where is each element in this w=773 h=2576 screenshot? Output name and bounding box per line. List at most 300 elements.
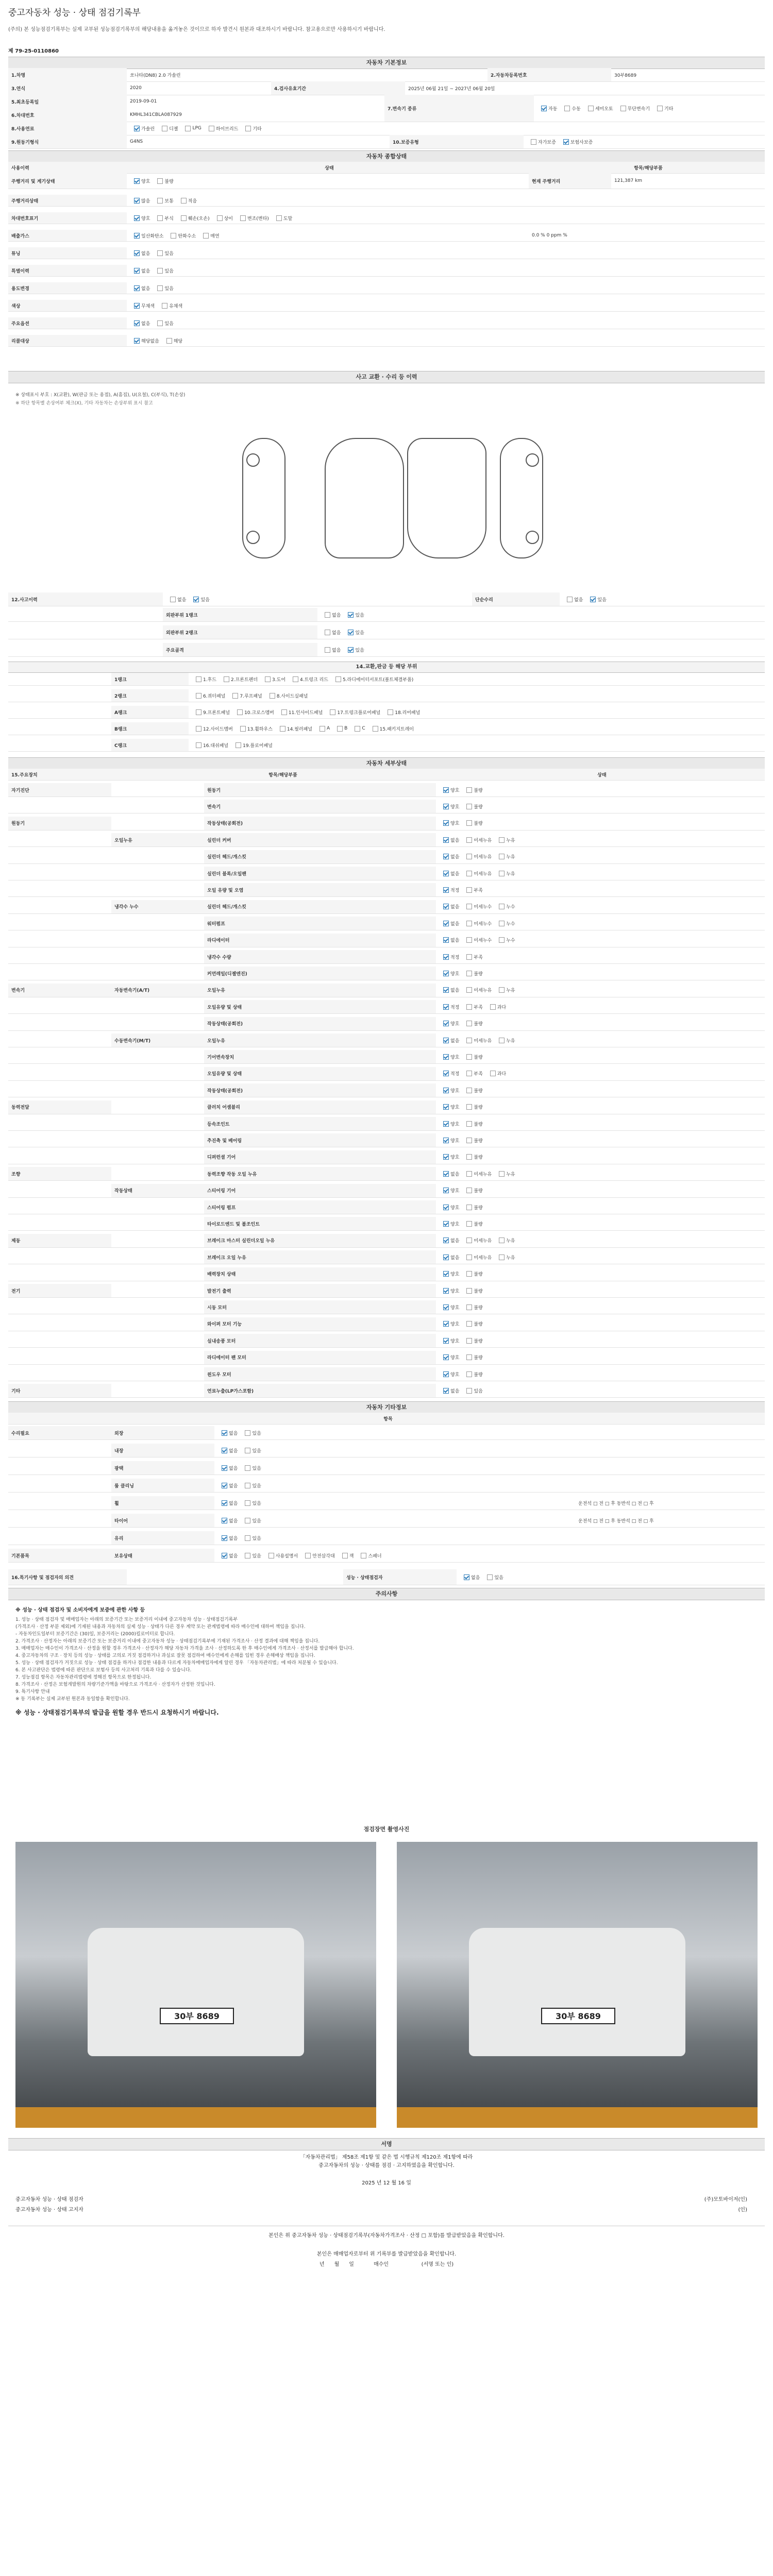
checkbox-icon[interactable] [490,1071,496,1076]
checkbox-checked-icon[interactable] [443,987,449,993]
checkbox-icon[interactable] [209,126,214,131]
checkbox-checked-icon[interactable] [443,1271,449,1277]
checkbox-checked-icon[interactable] [134,303,140,309]
overall-row [8,335,765,347]
other-group-label: 수리필요 [8,1426,111,1439]
checkbox-icon[interactable] [466,1104,472,1110]
checkbox-icon[interactable] [466,1304,472,1310]
checkbox-icon[interactable] [335,676,341,682]
checkbox-icon[interactable] [466,854,472,859]
checkbox-checked-icon[interactable] [443,1038,449,1043]
detail-item-label: 시동 모터 [204,1300,436,1314]
checkbox-icon[interactable] [166,338,172,344]
checkbox-checked-icon[interactable] [348,630,354,635]
other-row [8,1426,765,1440]
other-item-extra: 운전석 □ 전 □ 후 동반석 □ 전 □ 후 [578,1501,654,1506]
checkbox-checked-icon[interactable] [348,612,354,618]
detail-row [8,817,765,831]
checkbox-checked-icon[interactable] [443,1338,449,1344]
checkbox-icon[interactable] [466,1388,472,1394]
checkbox-checked-icon[interactable] [443,1054,449,1060]
detail-col-1: 15.주요장치 [8,769,127,780]
checkbox-checked-icon[interactable] [348,647,354,653]
checkbox-icon[interactable] [657,106,663,111]
checkbox-icon[interactable] [531,139,536,145]
checkbox-checked-icon[interactable] [134,338,140,344]
panel-row-label: 외판부위 2랭크 [163,625,317,639]
checkbox-icon[interactable] [268,1553,274,1558]
checkbox-checked-icon[interactable] [222,1465,227,1471]
wheel-icon [526,531,539,544]
checkbox-icon[interactable] [157,250,163,256]
checkbox-icon[interactable] [466,837,472,843]
detail-item-label: 스티어링 펌프 [204,1200,436,1214]
detail-row [8,1200,765,1214]
detail-item-options: 양호 불량 [436,1017,765,1030]
caution-line: 3. 매매업자는 매수인이 가격조사 · 산정을 원할 경우 가격조사 · 산정자가 해당 자동차 가격을 조사 · 산정하도록 한 후 매수인에게 가격조사 · 산정서를 발급해야 합니다. [15,1646,354,1651]
rank-row [8,706,765,719]
checkbox-checked-icon[interactable] [443,1288,449,1294]
detail-item-options: 양호 불량 [436,1284,765,1297]
checkbox-icon[interactable] [270,693,275,699]
checkbox-icon[interactable] [466,954,472,960]
checkbox-icon[interactable] [466,1121,472,1127]
checkbox-checked-icon[interactable] [134,320,140,326]
checkbox-icon[interactable] [245,1500,250,1506]
checkbox-icon[interactable] [564,106,570,111]
checkbox-icon[interactable] [245,1448,250,1453]
car-name-label: 1.차명 [8,68,127,81]
checkbox-checked-icon[interactable] [443,1004,449,1010]
other-item-options: 없음 있음 [214,1479,575,1492]
detail-item-label: 실내송풍 모터 [204,1334,436,1347]
checkbox-checked-icon[interactable] [443,1354,449,1360]
detail-row [8,1351,765,1365]
other-row [8,1461,765,1475]
detail-group-label: 기타 [8,1384,111,1397]
license-plate-front: 30부 8689 [160,2008,234,2024]
detail-item-label: 배력장치 상태 [204,1267,436,1281]
inspector-value: (주)모토바이저(인) [704,2197,747,2202]
overall-row-label: 용도변경 [8,282,127,294]
detail-sub-label: 수동변속기(M/T) [111,1033,204,1047]
motor-label: 9.원동기형식 [8,135,127,148]
rank-row-label: B랭크 [111,722,189,735]
checkbox-icon[interactable] [196,676,201,682]
detail-item-options: 양호 불량 [436,1200,765,1214]
checkbox-icon[interactable] [466,937,472,943]
detail-row [8,1100,765,1114]
checkbox-icon[interactable] [466,1154,472,1160]
checkbox-checked-icon[interactable] [464,1574,469,1580]
checkbox-checked-icon[interactable] [443,971,449,976]
detail-row [8,900,765,914]
checkbox-icon[interactable] [388,709,393,715]
checkbox-checked-icon[interactable] [443,1255,449,1260]
other-item-label: 휠 [111,1496,214,1510]
inspection-validity-label: 4.검사유효기간 [271,81,405,95]
other-item-options: 없음 있음 [214,1461,575,1475]
other-header-row [8,1413,765,1425]
checkbox-icon[interactable] [466,887,472,893]
checkbox-checked-icon[interactable] [222,1500,227,1506]
lift-stand [15,2107,376,2128]
detail-item-options: 양호 불량 [436,1334,765,1347]
basic-row-1 [8,68,765,82]
checkbox-icon[interactable] [466,1171,472,1177]
checkbox-icon[interactable] [320,726,325,732]
detail-row [8,984,765,997]
checkbox-icon[interactable] [162,303,167,309]
inspection-photo-rear [397,1842,758,2128]
checkbox-icon[interactable] [466,804,472,809]
detail-row [8,1000,765,1014]
checkbox-icon[interactable] [466,1371,472,1377]
other-row [8,1479,765,1493]
checkbox-icon[interactable] [499,904,505,909]
checkbox-icon[interactable] [466,987,472,993]
detail-item-options: 적정 부족 과다 [436,1067,765,1080]
detail-item-options: 없음 미세누수 누수 [436,917,765,930]
checkbox-icon[interactable] [466,921,472,926]
checkbox-icon[interactable] [181,215,187,221]
detail-item-label: 디퍼런셜 기어 [204,1150,436,1164]
detail-row [8,850,765,864]
detail-row [8,867,765,880]
overall-row-options: 양호 부식 훼손(오손) 상이 변조(변타) 도말 [127,212,529,224]
legend-text-2: ※ 하단 항목별 손상여부 체크(X), 기타 자동차는 손상부위 표시 참고 [15,401,153,406]
legend-text: ※ 상태표시 부호 : X(교환), W(판금 또는 용접), A(흠집), U(요철), C(부식), T(손상) [15,393,186,398]
checkbox-icon[interactable] [466,1238,472,1243]
checkbox-checked-icon[interactable] [222,1518,227,1523]
inspection-photo-front [15,1842,376,2128]
detail-row [8,1050,765,1064]
checkbox-icon[interactable] [196,709,201,715]
caution-line: 5. 성능 · 상태 점검자가 거짓으로 성능 · 상태 점검을 하거나 점검한 내용과 다르게 자동차매매업자에게 알린 경우 「자동차관리법」에 따라 처분될 수 있습니다. [15,1660,338,1666]
checkbox-checked-icon[interactable] [134,233,140,239]
checkbox-icon[interactable] [466,1138,472,1143]
checkbox-icon[interactable] [567,597,573,602]
checkbox-checked-icon[interactable] [134,178,140,184]
checkbox-checked-icon[interactable] [443,871,449,876]
detail-row [8,934,765,947]
checkbox-icon[interactable] [162,126,167,131]
checkbox-icon[interactable] [196,726,201,732]
checkbox-icon[interactable] [466,971,472,976]
checkbox-checked-icon[interactable] [443,1071,449,1076]
checkbox-icon[interactable] [240,215,246,221]
checkbox-icon[interactable] [236,742,241,748]
detail-item-options: 양호 불량 [436,1150,765,1164]
checkbox-icon[interactable] [245,1465,250,1471]
checkbox-icon[interactable] [361,1553,366,1558]
checkbox-checked-icon[interactable] [563,139,569,145]
checkbox-checked-icon[interactable] [134,198,140,204]
detail-item-label: 오일 유량 및 오염 [204,883,436,896]
checkbox-checked-icon[interactable] [443,1238,449,1243]
checkbox-checked-icon[interactable] [443,1188,449,1193]
caution-line: ※ 동 기록부는 실제 교부된 원본과 동일함을 확인합니다. [15,1697,130,1702]
first-reg-value: 2019-09-01 [130,99,157,104]
checkbox-icon[interactable] [466,904,472,909]
checkbox-checked-icon[interactable] [443,1171,449,1177]
checkbox-checked-icon[interactable] [443,1104,449,1110]
checkbox-icon[interactable] [342,1553,348,1558]
checkbox-icon[interactable] [337,726,343,732]
other-item-label: 외장 [111,1426,214,1439]
checkbox-icon[interactable] [245,1553,250,1558]
checkbox-icon[interactable] [499,837,505,843]
year-value: 2020 [130,86,142,91]
detail-item-label: 오일유량 및 상태 [204,1000,436,1013]
checkbox-icon[interactable] [466,871,472,876]
checkbox-icon[interactable] [245,1430,250,1436]
checkbox-icon[interactable] [245,1483,250,1488]
checkbox-icon[interactable] [185,126,191,131]
checkbox-icon[interactable] [466,820,472,826]
detail-row [8,1067,765,1081]
overall-col-2: 상태 [127,162,529,173]
checkbox-icon[interactable] [620,106,626,111]
checkbox-icon[interactable] [499,1255,505,1260]
checkbox-checked-icon[interactable] [590,597,596,602]
detail-item-options: 없음 미세누유 누유 [436,833,765,846]
detail-item-options: 없음 미세누수 누수 [436,934,765,947]
checkbox-icon[interactable] [466,1188,472,1193]
checkbox-icon[interactable] [466,1004,472,1010]
detail-item-options: 없음 미세누유 누유 [436,1033,765,1047]
checkbox-icon[interactable] [499,987,505,993]
checkbox-icon[interactable] [157,198,163,204]
other-group-label: 기본품목 [8,1549,111,1562]
checkbox-icon[interactable] [466,1088,472,1093]
checkbox-icon[interactable] [373,726,378,732]
detail-item-options: 적정 부족 [436,950,765,963]
checkbox-icon[interactable] [305,1553,311,1558]
detail-item-label: 작동상태(공회전) [204,817,436,830]
checkbox-checked-icon[interactable] [443,1304,449,1310]
checkbox-checked-icon[interactable] [134,285,140,291]
checkbox-checked-icon[interactable] [193,597,199,602]
checkbox-icon[interactable] [466,1038,472,1043]
checkbox-icon[interactable] [466,1205,472,1210]
detail-item-label: 오일유량 및 상태 [204,1067,436,1080]
checkbox-checked-icon[interactable] [443,804,449,809]
checkbox-icon[interactable] [281,709,287,715]
rank-row [8,689,765,702]
checkbox-checked-icon[interactable] [443,837,449,843]
checkbox-checked-icon[interactable] [222,1553,227,1558]
checkbox-icon[interactable] [224,676,229,682]
checkbox-checked-icon[interactable] [134,215,140,221]
checkbox-icon[interactable] [245,1518,250,1523]
caution-line: 4. 중고자동차의 구조 · 장치 등의 성능 · 상태를 고의로 거짓 점검하거나 과실로 잘못 점검하여 매수인에게 손해를 입힌 경우 손해배상 책임을 집니다. [15,1653,315,1658]
checkbox-checked-icon[interactable] [443,1088,449,1093]
vin-value: KMHL341CBLA087929 [130,112,182,117]
checkbox-checked-icon[interactable] [134,126,140,131]
detail-item-label: 윈도우 모터 [204,1367,436,1381]
detail-item-label: 동력조향 작동 오일 누유 [204,1167,436,1180]
section-overall-status-title: 자동차 종합상태 [8,150,765,163]
overall-row-label: 주행거리 및 계기상태 [8,173,127,189]
other-item-label: 타이어 [111,1514,214,1527]
checkbox-icon[interactable] [157,178,163,184]
detail-row [8,1184,765,1198]
checkbox-icon[interactable] [466,1271,472,1277]
detail-item-label: 실린더 헤드/개스킷 [204,850,436,863]
detail-item-label: 오일누유 [204,984,436,997]
overall-row-label: 특별이력 [8,265,127,276]
checkbox-checked-icon[interactable] [443,787,449,793]
checkbox-icon[interactable] [466,1354,472,1360]
checkbox-checked-icon[interactable] [541,106,547,111]
rank-row-options: 12.사이드멤버 13.휠하우스 14.필러패널 A B C 15.패키지트레이 [189,722,765,735]
detail-sub-label: 냉각수 누수 [111,900,204,913]
checkbox-icon[interactable] [499,1038,505,1043]
checkbox-icon[interactable] [499,871,505,876]
detail-row [8,1384,765,1398]
checkbox-checked-icon[interactable] [443,1138,449,1143]
other-item-options: 없음 있음 [214,1514,575,1527]
overall-row-options: 없음 있음 [127,265,529,276]
checkbox-checked-icon[interactable] [222,1430,227,1436]
checkbox-icon[interactable] [490,1004,496,1010]
checkbox-icon[interactable] [157,320,163,326]
detail-item-label: 커먼레일(디젤엔진) [204,967,436,980]
checkbox-checked-icon[interactable] [443,937,449,943]
detail-item-options: 없음 미세누유 누유 [436,1167,765,1180]
checkbox-checked-icon[interactable] [443,954,449,960]
checkbox-icon[interactable] [466,1071,472,1076]
checkbox-icon[interactable] [487,1574,493,1580]
panel-row-options: 없음 있음 [317,643,524,656]
checkbox-icon[interactable] [325,630,330,635]
year-label: 3.연식 [8,81,127,95]
detail-row [8,1300,765,1314]
checkbox-icon[interactable] [499,854,505,859]
car-front-image [88,1928,304,2057]
checkbox-checked-icon[interactable] [443,1205,449,1210]
checkbox-icon[interactable] [466,1054,472,1060]
detail-item-label: 냉각수 수량 [204,950,436,963]
checkbox-icon[interactable] [499,1238,505,1243]
checkbox-checked-icon[interactable] [443,1371,449,1377]
checkbox-checked-icon[interactable] [222,1483,227,1488]
overall-row-options: 없음 있음 [127,247,529,259]
caution-line: 1. 성능 · 상태 점검자 및 매매업자는 아래의 보증기간 또는 보증거리 이내에 중고자동차 성능 · 상태점검기록부 [15,1617,238,1622]
detail-row [8,1284,765,1298]
checkbox-icon[interactable] [232,693,238,699]
checkbox-checked-icon[interactable] [443,820,449,826]
checkbox-icon[interactable] [171,233,176,239]
checkbox-icon[interactable] [588,106,594,111]
checkbox-icon[interactable] [499,921,505,926]
checkbox-icon[interactable] [217,215,223,221]
overall-row [8,282,765,294]
checkbox-icon[interactable] [203,233,209,239]
checkbox-icon[interactable] [466,1338,472,1344]
checkbox-icon[interactable] [245,126,251,131]
checkbox-icon[interactable] [157,215,163,221]
checkbox-icon[interactable] [276,215,282,221]
other-row [8,1531,765,1545]
detail-group-label: 전기 [8,1284,111,1297]
detail-item-options: 양호 불량 [436,817,765,830]
detail-item-label: 라디에이터 [204,934,436,947]
rank-row-options: 6.쿼터패널 7.루프패널 8.사이드실패널 [189,689,765,702]
mileage-label: 현재 주행거리 [529,173,611,189]
checkbox-icon[interactable] [196,693,201,699]
checkbox-checked-icon[interactable] [443,904,449,909]
checkbox-checked-icon[interactable] [222,1535,227,1541]
checkbox-icon[interactable] [237,709,243,715]
checkbox-icon[interactable] [466,1321,472,1327]
checkbox-icon[interactable] [245,1535,250,1541]
checkbox-checked-icon[interactable] [443,887,449,893]
checkbox-icon[interactable] [499,1171,505,1177]
checkbox-icon[interactable] [330,709,335,715]
checkbox-icon[interactable] [280,726,285,732]
checkbox-checked-icon[interactable] [222,1448,227,1453]
checkbox-icon[interactable] [355,726,360,732]
detail-row [8,1017,765,1031]
checkbox-icon[interactable] [466,1255,472,1260]
other-row [8,1514,765,1528]
checkbox-checked-icon[interactable] [443,1221,449,1227]
overall-row [8,265,765,277]
checkbox-checked-icon[interactable] [134,250,140,256]
reg-no-value: 30부8689 [614,73,637,78]
checkbox-icon[interactable] [157,285,163,291]
checkbox-icon[interactable] [325,647,330,653]
overall-row-options: 해당없음 해당 [127,335,529,346]
checkbox-icon[interactable] [466,1288,472,1294]
other-item-options: 없음 있음 [214,1531,575,1545]
checkbox-checked-icon[interactable] [443,1154,449,1160]
checkbox-icon[interactable] [240,726,246,732]
checkbox-icon[interactable] [265,676,271,682]
checkbox-icon[interactable] [466,1021,472,1026]
checkbox-icon[interactable] [170,597,176,602]
checkbox-icon[interactable] [157,268,163,274]
rank-row [8,673,765,686]
overall-row [8,317,765,329]
checkbox-checked-icon[interactable] [443,921,449,926]
detail-group-label: 원동기 [8,817,111,830]
checkbox-icon[interactable] [466,1221,472,1227]
checkbox-icon[interactable] [196,742,201,748]
checkbox-checked-icon[interactable] [443,1021,449,1026]
checkbox-icon[interactable] [466,787,472,793]
section-detail-title: 자동차 세부상태 [8,757,765,770]
wheel-icon [246,531,260,544]
checkbox-checked-icon[interactable] [443,1121,449,1127]
checkbox-icon[interactable] [293,676,298,682]
detail-item-options: 양호 불량 [436,1117,765,1130]
detail-row [8,1150,765,1164]
checkbox-icon[interactable] [499,937,505,943]
checkbox-icon[interactable] [325,612,330,618]
special-notes-inspector: 성능 · 상태점검자 [343,1569,457,1585]
caution-line: 6. 본 사고판단은 법령에 따른 판단으로 보험사 등의 사고처리 기록과 다를 수 있습니다. [15,1668,192,1673]
checkbox-checked-icon[interactable] [134,268,140,274]
checkbox-checked-icon[interactable] [443,854,449,859]
checkbox-checked-icon[interactable] [443,1388,449,1394]
buyer-statement: 본인은 매매업자로부터 위 기록부를 발급받았음을 확인합니다. [316,2251,457,2257]
other-item-options: 없음 있음 [214,1426,575,1439]
checkbox-checked-icon[interactable] [443,1321,449,1327]
checkbox-icon[interactable] [181,198,187,204]
